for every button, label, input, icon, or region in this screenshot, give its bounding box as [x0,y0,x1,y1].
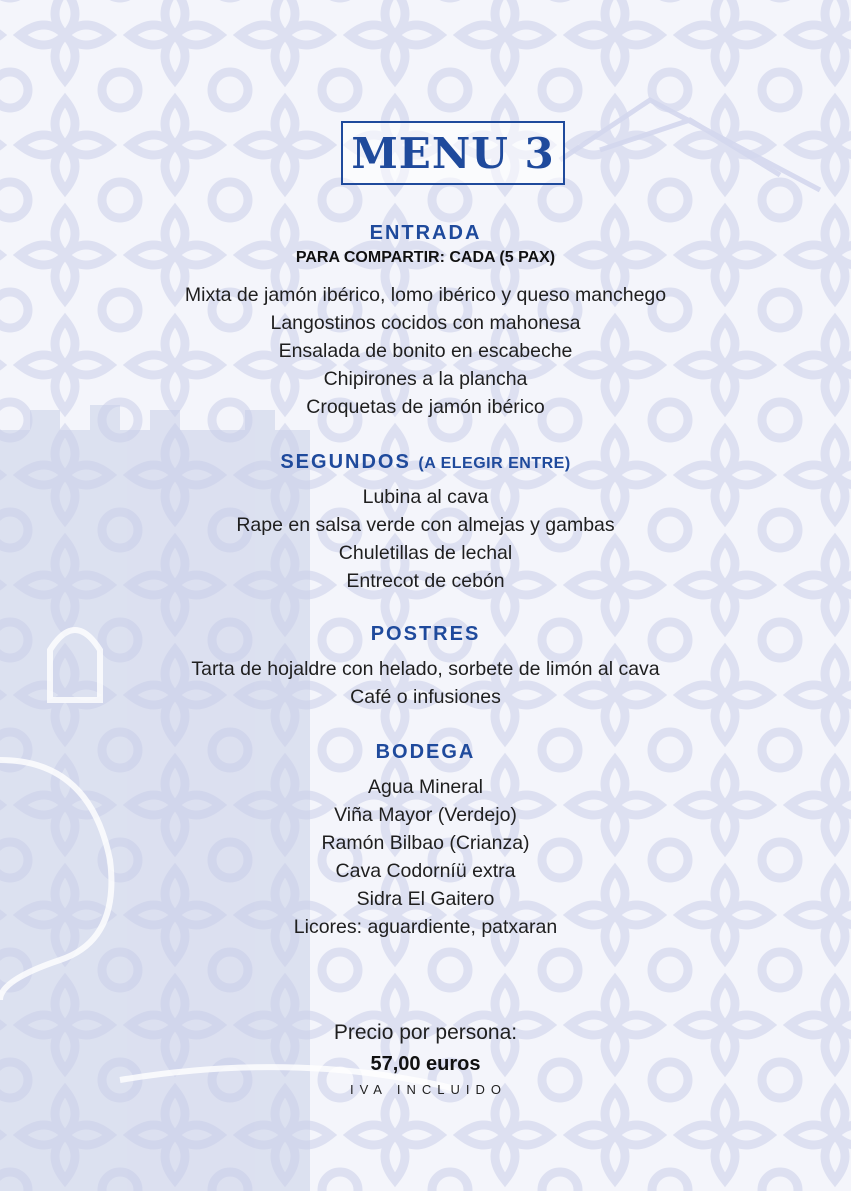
entrada-heading: ENTRADA [369,222,482,244]
section-segundos [0,449,851,595]
segundos-item: Chuletillas de lechal [338,542,513,564]
segundos-heading-note: (A ELEGIR ENTRE) [418,455,571,472]
bodega-item: Viña Mayor (Verdejo) [334,804,517,826]
price-note: IVA INCLUIDO [349,1082,507,1097]
price-label: Precio por persona: [333,1021,518,1044]
entrada-item: Ensalada de bonito en escabeche [278,340,573,362]
segundos-heading-text: SEGUNDOS [280,451,411,473]
bodega-item: Sidra El Gaitero [356,888,495,910]
entrada-item: Croquetas de jamón ibérico [306,396,545,418]
entrada-item: Chipirones a la plancha [323,368,528,390]
bodega-heading: BODEGA [375,741,476,763]
postres-item: Tarta de hojaldre con helado, sorbete de limón al cava [191,658,660,680]
section-entrada [0,220,851,421]
segundos-heading [0,449,851,475]
entrada-subheading: PARA COMPARTIR: CADA (5 PAX) [295,249,556,266]
postres-item: Café o infusiones [350,686,501,708]
menu-title: MENU 3 [351,128,555,178]
section-price [0,1017,851,1101]
menu-title-box [341,121,565,185]
segundos-item: Entrecot de cebón [346,570,505,592]
price-value: 57,00 euros [370,1053,481,1075]
segundos-item: Lubina al cava [362,486,489,508]
bodega-item: Licores: aguardiente, patxaran [293,916,558,938]
bodega-item: Cava Codorníü extra [335,860,516,882]
segundos-item: Rape en salsa verde con almejas y gambas [236,514,615,536]
section-bodega [0,739,851,941]
section-postres [0,621,851,711]
entrada-item: Mixta de jamón ibérico, lomo ibérico y queso manchego [184,284,667,306]
bodega-item: Ramón Bilbao (Crianza) [321,832,530,854]
entrada-item: Langostinos cocidos con mahonesa [270,312,581,334]
bodega-item: Agua Mineral [368,776,483,798]
postres-heading: POSTRES [370,623,481,645]
